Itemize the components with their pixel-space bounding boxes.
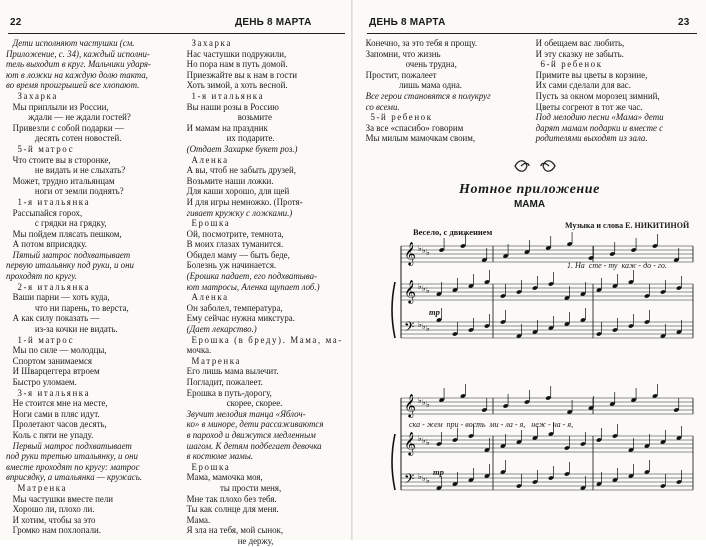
text-line: скорее, скорее. <box>180 398 283 409</box>
text-line: Вы наши розы в Россию <box>180 101 279 112</box>
text-line: Обидел маму — быть беде, <box>180 249 290 260</box>
text-line: Ерошка <box>180 461 231 472</box>
page-number-left: 22 <box>10 17 22 28</box>
text-line: В моих глазах туманится. <box>180 239 284 250</box>
flat-icon: ♭ <box>422 322 426 331</box>
text-line: Под мелодию песни «Мама» дети <box>529 112 664 123</box>
text-line: 3-я итальянка <box>6 387 91 398</box>
text-line: Быстро уломаем. <box>6 377 77 387</box>
text-line: Он заболел, температура, <box>180 302 283 313</box>
dynamic-marking-2: mp <box>433 467 444 477</box>
song-title: МАМА <box>513 199 546 210</box>
text-line: И эту сказку не забыть. <box>529 48 624 59</box>
text-line: Коль с пяти не упаду. <box>6 429 94 440</box>
text-line: Их сами сделали для вас. <box>529 80 631 91</box>
brace-icon <box>392 282 395 338</box>
text-line: Приезжайте вы к нам в гости <box>180 69 297 80</box>
text-line: Аленка <box>180 292 229 303</box>
treble-clef-icon: 𝄞 <box>404 431 416 455</box>
text-line: Запомни, что жизнь <box>359 48 441 59</box>
text-line: 1-я итальянка <box>180 90 265 101</box>
text-line: Звучит мелодия танца «Яблоч- <box>180 408 306 419</box>
text-line: Мы частушки вместе пели <box>6 493 114 504</box>
text-line: Болезнь уж начинается. <box>180 260 277 271</box>
text-line: Пролетают часов десять, <box>6 419 107 430</box>
text-line: Простит, пожалеет <box>359 69 437 80</box>
text-line: А потом вприсядку. <box>6 239 87 250</box>
text-line: дарят мамам подарки и вместе с <box>529 122 664 133</box>
brace-icon <box>392 434 395 490</box>
text-line: Рассыпайся горох, <box>6 207 83 218</box>
text-line: 2-я итальянка <box>6 281 91 292</box>
text-line: Но пора нам в путь домой. <box>180 59 288 70</box>
text-line: под руки третью итальянку, и они <box>6 451 138 462</box>
text-line: Ты как солнце для меня. <box>180 504 279 515</box>
text-line: Мы по силе — молодцы, <box>6 345 107 356</box>
tempo-marking: Весело, с движением <box>413 227 493 237</box>
text-line: Примите вы цветы в корзине, <box>529 69 648 80</box>
bass-clef-icon: 𝄢 <box>404 319 415 338</box>
staff-line <box>401 474 693 490</box>
flat-icon: ♭ <box>422 284 426 293</box>
flat-icon: ♭ <box>418 434 422 443</box>
flat-icon: ♭ <box>426 286 430 295</box>
text-line: (Ерошка падает, его подхватыва- <box>180 271 317 282</box>
flat-icon: ♭ <box>422 436 426 445</box>
flat-icon: ♭ <box>418 472 422 481</box>
text-line: Что стоите вы в сторонке, <box>6 154 111 165</box>
flat-icon: ♭ <box>426 438 430 447</box>
text-line: десять сотен новостей. <box>6 133 122 144</box>
text-line: И мамам на праздник <box>180 122 268 133</box>
music-system-1 <box>392 232 693 339</box>
lyric-line-1: 1. На сте - ту каж - до - го. <box>567 261 667 270</box>
text-line: тель выходит в круг. Мальчики ударя- <box>6 59 151 70</box>
text-line: Пусть за окном морозец зимний, <box>529 90 660 101</box>
text-line: Ваши парни — хоть куда, <box>6 292 110 303</box>
text-line: Пятый матрос подхватывает <box>6 249 131 260</box>
flat-icon: ♭ <box>422 246 426 255</box>
song-credits: Музыка и слова Е. НИКИТИНОЙ <box>565 221 690 230</box>
text-line: Ему сейчас нужна микстура. <box>180 313 295 324</box>
text-line: шагом. К детям подбегает девочка <box>180 440 322 451</box>
text-line: ко» в миноре, дети рассаживаются <box>180 419 324 430</box>
treble-clef-icon: 𝄞 <box>404 241 416 265</box>
text-line: родителями выходят из зала. <box>529 133 648 144</box>
appendix-title: Нотное приложение <box>458 182 600 197</box>
text-line: проходят по кругу. <box>6 271 77 282</box>
running-head-right: ДЕНЬ 8 МАРТА <box>369 17 446 28</box>
flat-icon: ♭ <box>418 282 422 291</box>
text-line: И хотим, чтобы за это <box>6 514 96 525</box>
text-line: 6-й ребенок <box>529 59 603 70</box>
header-rule-left <box>8 33 345 34</box>
left-column-2 <box>180 38 350 547</box>
text-line: не видать и не слыхать? <box>6 165 126 176</box>
text-line: Приложение, с. 34), каждый исполни- <box>6 48 150 59</box>
text-line: 5-й ребенок <box>359 112 433 123</box>
text-line: Мы милым мамочкам своим, <box>359 133 476 144</box>
bass-clef-icon: 𝄢 <box>404 471 415 490</box>
text-line: в пароход и движутся медленным <box>180 429 316 440</box>
flat-icon: ♭ <box>426 324 430 333</box>
text-line: Матренка <box>180 355 242 366</box>
treble-clef-icon: 𝄞 <box>404 279 416 303</box>
flat-icon: ♭ <box>422 398 426 407</box>
page-number-right: 23 <box>678 17 690 28</box>
flat-icon: ♭ <box>426 476 430 485</box>
text-line: Мы приплыли из России, <box>6 101 109 112</box>
text-line: возьмите <box>180 112 272 123</box>
text-line: Ноги сами в пляс идут. <box>6 408 100 419</box>
flat-icon: ♭ <box>422 474 426 483</box>
text-line: (Дает лекарство.) <box>180 324 257 335</box>
left-column-1 <box>6 38 178 536</box>
text-line: Для каши хорошо, для щей <box>180 186 290 197</box>
text-line: Я зла на тебя, мой сынок, <box>180 525 284 536</box>
text-line: Привезли с собой подарки — <box>6 122 124 133</box>
text-line: их подарите. <box>180 133 275 144</box>
lyric-line-2: ска - жем при - вость ми - ла - я, неж - на - я, <box>409 420 574 429</box>
treble-clef-icon: 𝄞 <box>404 393 416 417</box>
text-line: Захарка <box>6 90 58 101</box>
text-line: очень трудна, <box>359 59 457 70</box>
text-line: Погладит, пожалеет. <box>180 377 263 387</box>
left-page <box>0 0 352 546</box>
text-line: Может, трудно итальянцам <box>6 175 115 186</box>
text-line: Не стоится мне на месте, <box>6 398 108 409</box>
text-line: из-за кочки не видать. <box>6 324 118 335</box>
flat-icon: ♭ <box>418 244 422 253</box>
text-line: мочка. <box>180 345 212 356</box>
text-line: И Шварцеггера втроем <box>6 366 100 377</box>
text-line: Его лишь мама вылечит. <box>180 366 279 377</box>
text-line: 1-я итальянка <box>6 196 91 207</box>
text-line: Спортом занимаемся <box>6 355 92 366</box>
right-page <box>353 0 706 540</box>
text-line: Ерошка (в бреду). Мама, ма- <box>180 334 343 345</box>
text-line: ноги от земли поднять? <box>6 186 124 197</box>
text-line: во время проигрышей все хлопают. <box>6 80 140 91</box>
text-line: ют матросы, Аленка щупает лоб.) <box>180 281 320 292</box>
flat-icon: ♭ <box>418 396 422 405</box>
text-line: Матренка <box>6 482 68 493</box>
text-line: Первый матрос подхватывает <box>6 440 132 451</box>
text-line: 1-й матрос <box>6 334 75 345</box>
text-line: вприсядку, а итальянка — кружась. <box>6 472 142 483</box>
text-line: Цветы согреют в тот же час. <box>529 101 643 112</box>
text-line: Мне так плохо без тебя. <box>180 493 277 504</box>
text-line: И для игры немножко. (Протя- <box>180 196 303 207</box>
staff-line <box>401 398 693 414</box>
text-line: лишь мама одна. <box>359 80 463 91</box>
flat-icon: ♭ <box>418 320 422 329</box>
text-line: со всеми. <box>359 101 400 112</box>
running-head-left: ДЕНЬ 8 МАРТА <box>235 17 312 28</box>
text-line: Возьмите наши ложки. <box>180 175 274 186</box>
text-line: Аленка <box>180 154 229 165</box>
text-line: ты прости меня, <box>180 482 282 493</box>
text-line: Хоть зимой, а хоть весной. <box>180 80 288 91</box>
text-line: 5-й матрос <box>6 143 75 154</box>
staff-line <box>401 322 693 338</box>
text-line: Ерошка в путь-дорогу, <box>180 387 272 398</box>
text-line: Нас частушки подружили, <box>180 48 287 59</box>
text-line: вместе проходят по кругу: матрос <box>6 461 140 472</box>
text-line: Мама, мамочка моя, <box>180 472 263 483</box>
dynamic-marking-1: mp <box>429 307 440 317</box>
text-line: И обещаем вас любить, <box>529 38 625 48</box>
text-line: Конечно, за это тебя я прощу. <box>359 38 477 48</box>
text-line: ют в ложки на каждую долю такта, <box>6 69 148 80</box>
text-line: не держу, <box>180 535 274 546</box>
text-line: в костюме мамы. <box>180 451 254 462</box>
flat-icon: ♭ <box>426 248 430 257</box>
sheet-music <box>353 0 706 540</box>
text-line: Мама. <box>180 514 211 525</box>
text-line: А как силу показать — <box>6 313 100 324</box>
text-line: гивает кружку с ложками.) <box>180 207 293 218</box>
text-line: Захарка <box>180 38 232 48</box>
text-line: За все «спасибо» говорим <box>359 122 464 133</box>
flat-icon: ♭ <box>426 400 430 409</box>
text-line: что ни парень, то верста, <box>6 302 129 313</box>
text-line: Мы пойдем плясать пешком, <box>6 228 122 239</box>
text-line: с грядки на грядку, <box>6 218 107 229</box>
text-line: Громко нам похлопали. <box>6 525 102 536</box>
text-line: ждали — не ждали гостей? <box>6 112 131 123</box>
text-line: Ой, посмотрите, темнота, <box>180 228 284 239</box>
text-line: Все герои становятся в полукруг <box>359 90 491 101</box>
text-line: первую итальянку под руки, и они <box>6 260 134 271</box>
text-line: А вы, чтоб не забыть друзей, <box>180 165 296 176</box>
text-line: Хорошо ли, плохо ли. <box>6 504 95 515</box>
text-line: Ерошка <box>180 218 231 229</box>
text-line: Дети исполняют частушки (см. <box>6 38 135 48</box>
text-line: (Отдает Захарке букет роз.) <box>180 143 298 154</box>
